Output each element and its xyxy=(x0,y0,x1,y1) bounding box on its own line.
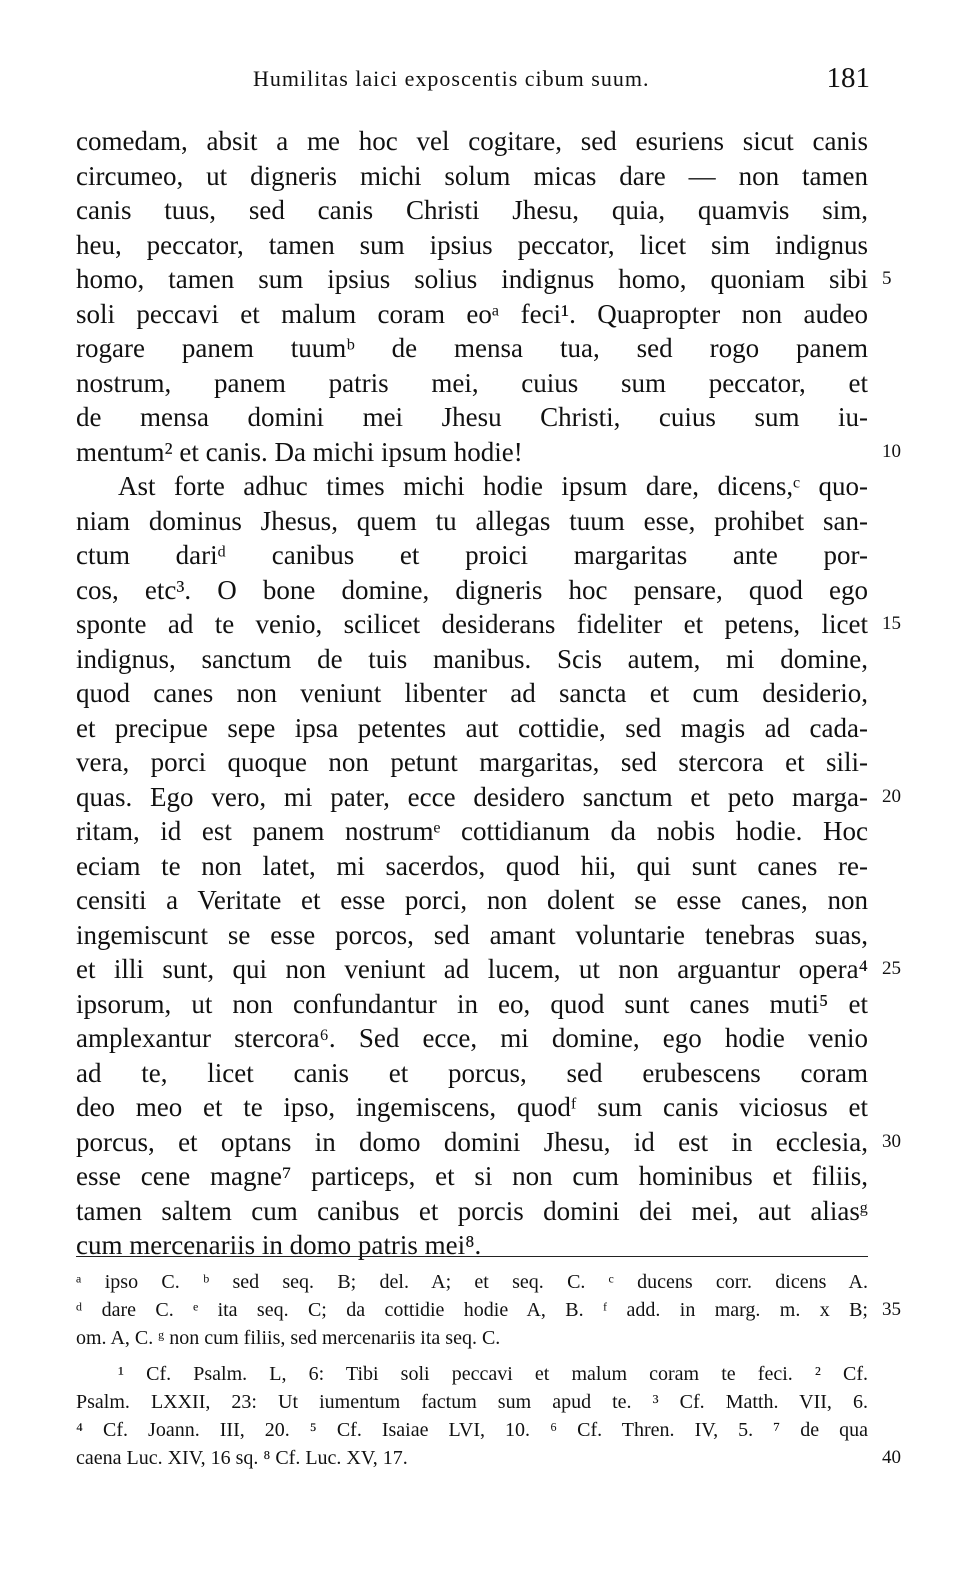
text-line xyxy=(76,469,868,504)
text-line xyxy=(76,400,868,435)
text-line xyxy=(76,1159,868,1194)
text-line xyxy=(76,538,868,573)
source-note-line xyxy=(76,1360,868,1388)
source-note-line-text: ¹ Cf. Psalm. L, 6: Tibi soli peccavi et malum coram te feci. ² Cf. xyxy=(118,1363,868,1385)
text-line-text: niam dominus Jhesus, quem tu allegas tuum esse, prohibet san- xyxy=(76,505,868,536)
text-line xyxy=(76,504,868,539)
text-line xyxy=(76,676,868,711)
text-line-text: canis tuus, sed canis Christi Jhesu, quia, quamvis sim, xyxy=(76,195,868,225)
text-line-text: ctum dariᵈ canibus et proici margaritas ante por- xyxy=(76,540,868,570)
text-line-text: quod canes non veniunt libenter ad sancta et cum desiderio, xyxy=(76,678,868,708)
text-line xyxy=(76,918,868,953)
source-note-line-text: Psalm. LXXII, 23: Ut iumentum factum sum apud te. ³ Cf. Matth. VII, 6. xyxy=(76,1391,868,1413)
text-line xyxy=(76,1194,868,1229)
text-line xyxy=(76,711,868,746)
text-line-text: esse cene magne⁷ particeps, et si non cum hominibus et filiis, xyxy=(76,1161,868,1191)
text-line-text: nostrum, panem patris mei, cuius sum peccator, et xyxy=(76,367,868,398)
text-line xyxy=(76,1228,868,1263)
line-number: 5 xyxy=(882,268,892,289)
text-line-text: censiti a Veritate et esse porci, non dolent se esse canes, non xyxy=(76,885,868,915)
text-line xyxy=(76,573,868,608)
text-line xyxy=(76,193,868,228)
text-line xyxy=(76,642,868,677)
line-number: 20 xyxy=(882,785,901,807)
apparatus-line-text: om. A, C. ᵍ non cum filiis, sed mercenariis ita seq. C. xyxy=(76,1327,501,1349)
page-header xyxy=(0,62,960,96)
text-line-text: et illi sunt, qui non veniunt ad lucem, ut non arguantur opera⁴ xyxy=(76,954,868,984)
text-line xyxy=(76,262,892,297)
text-line-text: tamen saltem cum canibus et porcis domini dei mei, aut aliasᵍ xyxy=(76,1195,868,1226)
text-line xyxy=(76,952,901,987)
text-line xyxy=(76,883,868,918)
text-line xyxy=(76,849,868,884)
text-line xyxy=(76,1090,868,1125)
footnote-separator xyxy=(76,1256,868,1257)
text-line xyxy=(76,1056,868,1091)
text-line xyxy=(76,124,868,159)
apparatus-line xyxy=(76,1268,868,1296)
text-line-text: homo, tamen sum ipsius solius indignus homo, quoniam sibi xyxy=(76,264,868,294)
text-line xyxy=(76,331,868,366)
text-line-text: Ast forte adhuc times michi hodie ipsum dare, dicens,ᶜ quo- xyxy=(118,471,868,501)
text-line-text: de mensa domini mei Jhesu Christi, cuius sum iu- xyxy=(76,402,868,432)
text-line-text: cum mercenariis in domo patris mei⁸. xyxy=(76,1230,482,1260)
text-line xyxy=(76,1021,868,1056)
apparatus-line xyxy=(76,1296,901,1324)
text-line-text: deo meo et te ipso, ingemiscens, quodᶠ sum canis viciosus et xyxy=(76,1092,868,1122)
text-line-text: quas. Ego vero, mi pater, ecce desidero sanctum et peto marga- xyxy=(76,781,868,812)
source-note-line xyxy=(76,1416,868,1444)
source-note-line xyxy=(76,1444,901,1472)
line-number: 40 xyxy=(882,1447,901,1468)
text-line xyxy=(76,814,868,849)
source-notes xyxy=(76,1360,901,1472)
text-line xyxy=(76,366,868,401)
text-line-text: ritam, id est panem nostrumᵉ cottidianum da nobis hodie. Hoc xyxy=(76,816,868,846)
text-line-text: ipsorum, ut non confundantur in eo, quod sunt canes muti⁵ et xyxy=(76,988,868,1019)
text-line xyxy=(76,228,868,263)
text-line-text: circumeo, ut digneris michi solum micas dare — non tamen xyxy=(76,160,868,191)
text-line-text: rogare panem tuumᵇ de mensa tua, sed rogo panem xyxy=(76,333,868,363)
page-number: 181 xyxy=(826,62,870,94)
text-line xyxy=(76,987,868,1022)
text-line xyxy=(76,435,901,470)
text-line-text: cos, etc³. O bone domine, digneris hoc pensare, quod ego xyxy=(76,574,868,605)
source-note-line-text: ⁴ Cf. Joann. III, 20. ⁵ Cf. Isaiae LVI, 10. ⁶ Cf. Thren. IV, 5. ⁷ de qua xyxy=(76,1419,868,1441)
text-line-text: soli peccavi et malum coram eoᵃ feci¹. Quapropter non audeo xyxy=(76,298,868,329)
text-line xyxy=(76,745,868,780)
text-line-text: vera, porci quoque non petunt margaritas, sed stercora et sili- xyxy=(76,747,868,777)
text-line-text: comedam, absit a me hoc vel cogitare, sed esuriens sicut canis xyxy=(76,126,868,156)
line-number: 10 xyxy=(882,440,901,462)
source-note-line-text: caena Luc. XIV, 16 sq. ⁸ Cf. Luc. XV, 17. xyxy=(76,1447,408,1469)
text-line xyxy=(76,607,901,642)
text-line-text: eciam te non latet, mi sacerdos, quod hii, qui sunt canes re- xyxy=(76,850,868,881)
text-line xyxy=(76,159,868,194)
main-text xyxy=(76,124,901,1263)
text-line-text: heu, peccator, tamen sum ipsius peccator, licet sim indignus xyxy=(76,229,868,260)
text-line-text: indignus, sanctum de tuis manibus. Scis autem, mi domine, xyxy=(76,643,868,674)
text-line xyxy=(76,297,868,332)
apparatus-line xyxy=(76,1324,868,1352)
line-number: 25 xyxy=(882,958,901,979)
text-line-text: amplexantur stercora⁶. Sed ecce, mi domine, ego hodie venio xyxy=(76,1023,868,1053)
text-line-text: ingemiscunt se esse porcos, sed amant voluntarie tenebras suas, xyxy=(76,919,868,950)
critical-apparatus xyxy=(76,1268,901,1352)
line-number: 15 xyxy=(882,613,901,634)
line-number: 35 xyxy=(882,1299,901,1320)
text-line-text: mentum² et canis. Da michi ipsum hodie! xyxy=(76,436,523,467)
text-line xyxy=(76,1125,901,1160)
line-number: 30 xyxy=(882,1130,901,1152)
text-line xyxy=(76,780,901,815)
apparatus-line-text: ᵃ ipso C. ᵇ sed seq. B; del. A; et seq. C. ᶜ ducens corr. dicens A. xyxy=(76,1271,868,1293)
text-line-text: ad te, licet canis et porcus, sed erubescens coram xyxy=(76,1057,868,1088)
text-line-text: et precipue sepe ipsa petentes aut cottidie, sed magis ad cada- xyxy=(76,712,868,743)
source-note-line xyxy=(76,1388,868,1416)
text-line-text: porcus, et optans in domo domini Jhesu, id est in ecclesia, xyxy=(76,1126,868,1157)
running-title: Humilitas laici exposcentis cibum suum. xyxy=(253,66,650,91)
apparatus-line-text: ᵈ dare C. ᵉ ita seq. C; da cottidie hodie A, B. ᶠ add. in marg. m. x B; xyxy=(76,1299,868,1321)
text-line-text: sponte ad te venio, scilicet desiderans fideliter et petens, licet xyxy=(76,609,868,639)
